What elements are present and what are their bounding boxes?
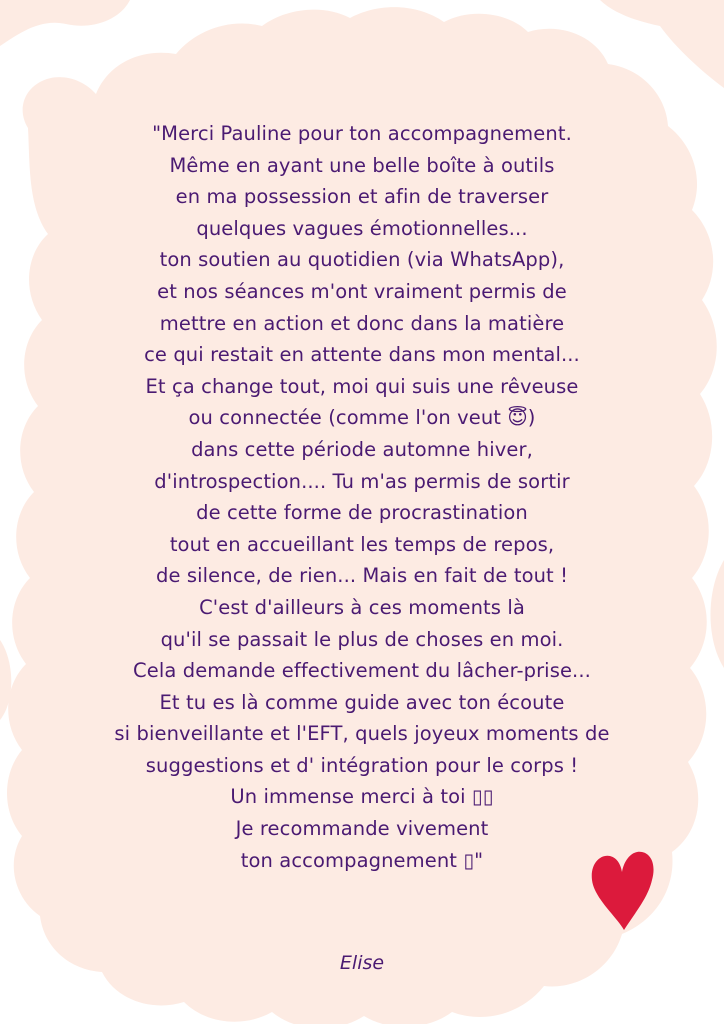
quote-line: ton soutien au quotidien (via WhatsApp),	[159, 248, 565, 272]
quote-line: quelques vagues émotionnelles...	[196, 216, 528, 240]
quote-line: en ma possession et afin de traverser	[175, 185, 549, 209]
quote-line: mettre en action et donc dans la matière	[159, 311, 565, 335]
quote-line: Je recommande vivement	[235, 817, 489, 841]
quote-line: de silence, de rien... Mais en fait de tout !	[155, 564, 569, 588]
quote-line: Et tu es là comme guide avec ton écoute	[159, 690, 565, 714]
quote-line: Et ça change tout, moi qui suis une rêveuse	[145, 374, 579, 398]
quote-line: ce qui restait en attente dans mon mental...	[144, 343, 580, 367]
quote-line: Un immense merci à toi ▯▯	[230, 785, 494, 809]
quote-line: si bienveillante et l'EFT, quels joyeux moments de	[114, 722, 610, 746]
quote-line: d'introspection.... Tu m'as permis de sortir	[154, 469, 570, 493]
quote-line: tout en accueillant les temps de repos,	[169, 532, 555, 556]
testimonial-author: Elise	[339, 952, 385, 974]
quote-line: C'est d'ailleurs à ces moments là	[199, 595, 525, 619]
quote-line: et nos séances m'ont vraiment permis de	[157, 279, 567, 303]
quote-line: dans cette période automne hiver,	[191, 437, 533, 461]
heart-icon	[590, 850, 656, 932]
quote-line: ton accompagnement ▯"	[240, 848, 484, 872]
quote-line: ou connectée (comme l'on veut 😇)	[188, 406, 536, 430]
quote-line: de cette forme de procrastination	[196, 501, 528, 525]
testimonial-quote	[0, 118, 724, 876]
quote-line: "Merci Pauline pour ton accompagnement.	[152, 122, 572, 145]
quote-line: Même en ayant une belle boîte à outils	[169, 153, 555, 177]
quote-line: Cela demande effectivement du lâcher-prise...	[133, 659, 591, 683]
quote-line: qu'il se passait le plus de choses en moi.	[160, 627, 564, 651]
quote-line: suggestions et d' intégration pour le corps !	[145, 753, 579, 777]
